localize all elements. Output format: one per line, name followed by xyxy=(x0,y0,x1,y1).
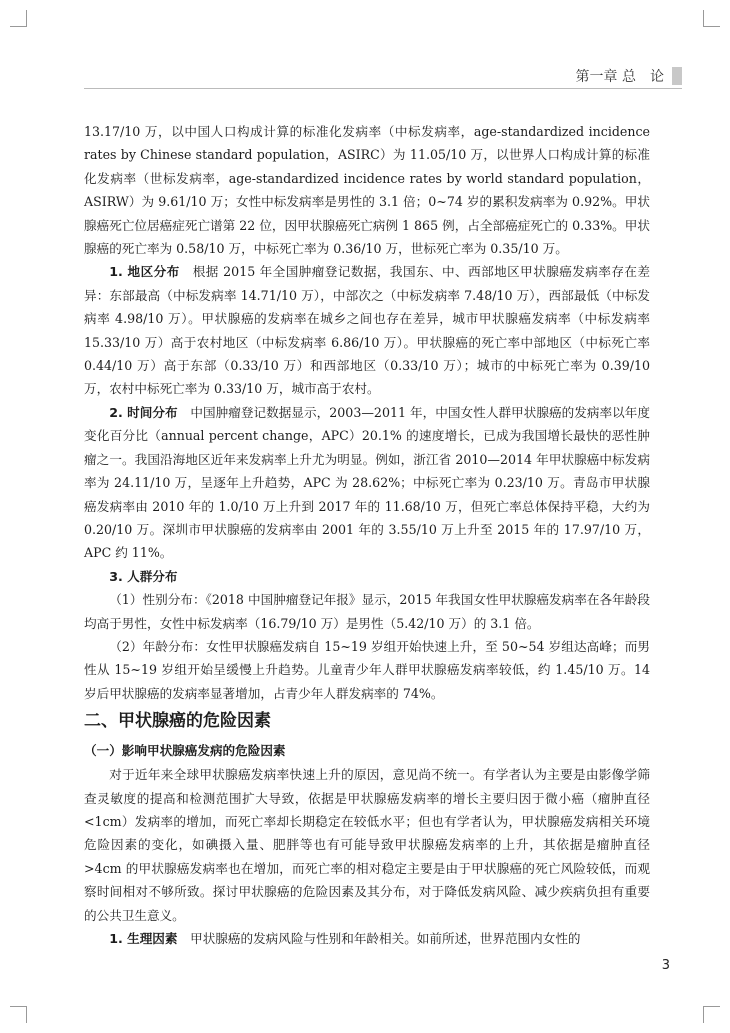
running-header xyxy=(576,66,682,86)
header-tab-marker xyxy=(672,67,682,85)
paragraph: 对于近年来全球甲状腺癌发病率快速上升的原因，意见尚不统一。有学者认为主要是由影像学筛查灵敏度的提高和检测范围扩大导致，依据是甲状腺癌发病率的增长主要归因于微小癌（瘤肿直径<1cm）发病率的增加，而死亡率却长期稳定在较低水平；但也有学者认为，甲状腺癌发病相关环境危险因素的变化，如碘摄入量、肥胖等也有可能导致甲状腺癌发病率的上升，其依据是瘤肿直径>4cm 的甲状腺癌发病率也在增加，而死亡率的相对稳定主要是由于甲状腺癌的死亡风险较低，而观察时间相对不够所致。探讨甲状腺癌的危险因素及其分布，对于降低发病风险、减少疾病负担有重要的公共卫生意义。 xyxy=(84,767,650,923)
section-label: 1. 生理因素 xyxy=(109,931,178,946)
chapter-title: 第一章 总 论 xyxy=(575,69,664,85)
paragraph: （1）性别分布：《2018 中国肿瘤登记年报》显示，2015 年我国女性甲状腺癌发病率在各年龄段均高于男性，女性中标发病率（16.79/10 万）是男性（5.42/10 万）的 3.1 倍。 xyxy=(84,592,650,631)
paragraph: （2）年龄分布：女性甲状腺癌发病自 15~19 岁组开始快速上升，至 50~54 岁组达高峰；而男性从 15~19 岁组开始呈缓慢上升趋势。儿童青少年人群甲状腺癌发病率较低，约 1.45/10 万。14 岁后甲状腺癌的发病率显著增加，占青少年人群发病率的 74%。 xyxy=(84,638,650,701)
paragraph xyxy=(84,401,650,565)
paragraph xyxy=(84,565,650,588)
crop-mark xyxy=(10,1006,27,1023)
crop-mark xyxy=(703,10,720,27)
paragraph xyxy=(84,260,650,400)
crop-mark xyxy=(10,10,27,27)
section-heading: 二、甲状腺癌的危险因素 xyxy=(84,711,271,732)
paragraph-text: 根据 2015 年全国肿瘤登记数据，我国东、中、西部地区甲状腺癌发病率存在差异：东部最高（中标发病率 14.71/10 万），中部次之（中标发病率 7.48/10 万），西部最低（中标发病率 4.98/10 万）。甲状腺癌的发病率在城乡之间也存在差异，城市甲状腺癌发病率（中标发病率 15.33/10 万）高于农村地区（中标发病率 6.86/10 万）。甲状腺癌的死亡率中部地区（中标死亡率 0.44/10 万）高于东部（0.33/10 万）和西部地区（0.33/10 万）；城市的中标死亡率为 0.39/10 万，农村中标死亡率为 0.33/10 万，城市高于农村。 xyxy=(84,264,650,397)
section-label: 1. 地区分布 xyxy=(109,264,180,280)
section-label: 2. 时间分布 xyxy=(109,404,178,420)
crop-mark xyxy=(703,1006,720,1023)
subsection-heading: （一）影响甲状腺癌发病的危险因素 xyxy=(84,743,286,759)
body-text xyxy=(84,120,650,950)
section-label: 3. 人群分布 xyxy=(109,568,178,584)
paragraph-text: 甲状腺癌的发病风险与性别和年龄相关。如前所述，世界范围内女性的 xyxy=(190,931,581,946)
paragraph: 13.17/10 万，以中国人口构成计算的标准化发病率（中标发病率，age-standardized incidence rates by Chinese standard population，ASIRC）为 11.05/10 万，以世界人口构成计算的标准化发病率（世标发病率，age-standardized incidence rates by world standard population，ASIRW）为 9.61/10 万；女性中标发病率是男性的 3.1 倍；0~74 岁的累积发病率为 0.92%。甲状腺癌死亡位居癌症死亡谱第 22 位，因甲状腺癌死亡病例 1 865 例，占全部癌症死亡的 0.33%。甲状腺癌的死亡率为 0.58/10 万，中标死亡率为 0.36/10 万，世标死亡率为 0.35/10 万。 xyxy=(84,124,650,257)
header-rule xyxy=(84,88,682,89)
paragraph-text: 中国肿瘤登记数据显示，2003—2011 年，中国女性人群甲状腺癌的发病率以年度变化百分比（annual percent change，APC）20.1% 的速度增长，已成为我国增长最快的恶性肿瘤之一。我国沿海地区近年来发病率上升尤为明显。例如，浙江省 2010—2014 年甲状腺癌中标发病率为 24.11/10 万，呈逐年上升趋势，APC 为 28.62%；中标死亡率为 0.23/10 万。青岛市甲状腺癌发病率由 2010 年的 1.0/10 万上升到 2017 年的 11.68/10 万，但死亡率总体保持平稳，大约为 0.20/10 万。深圳市甲状腺癌的发病率由 2001 年的 3.55/10 万上升至 2015 年的 17.97/10 万，APC 约 11%。 xyxy=(84,404,650,561)
page-number: 3 xyxy=(661,958,670,973)
paragraph xyxy=(84,927,650,950)
